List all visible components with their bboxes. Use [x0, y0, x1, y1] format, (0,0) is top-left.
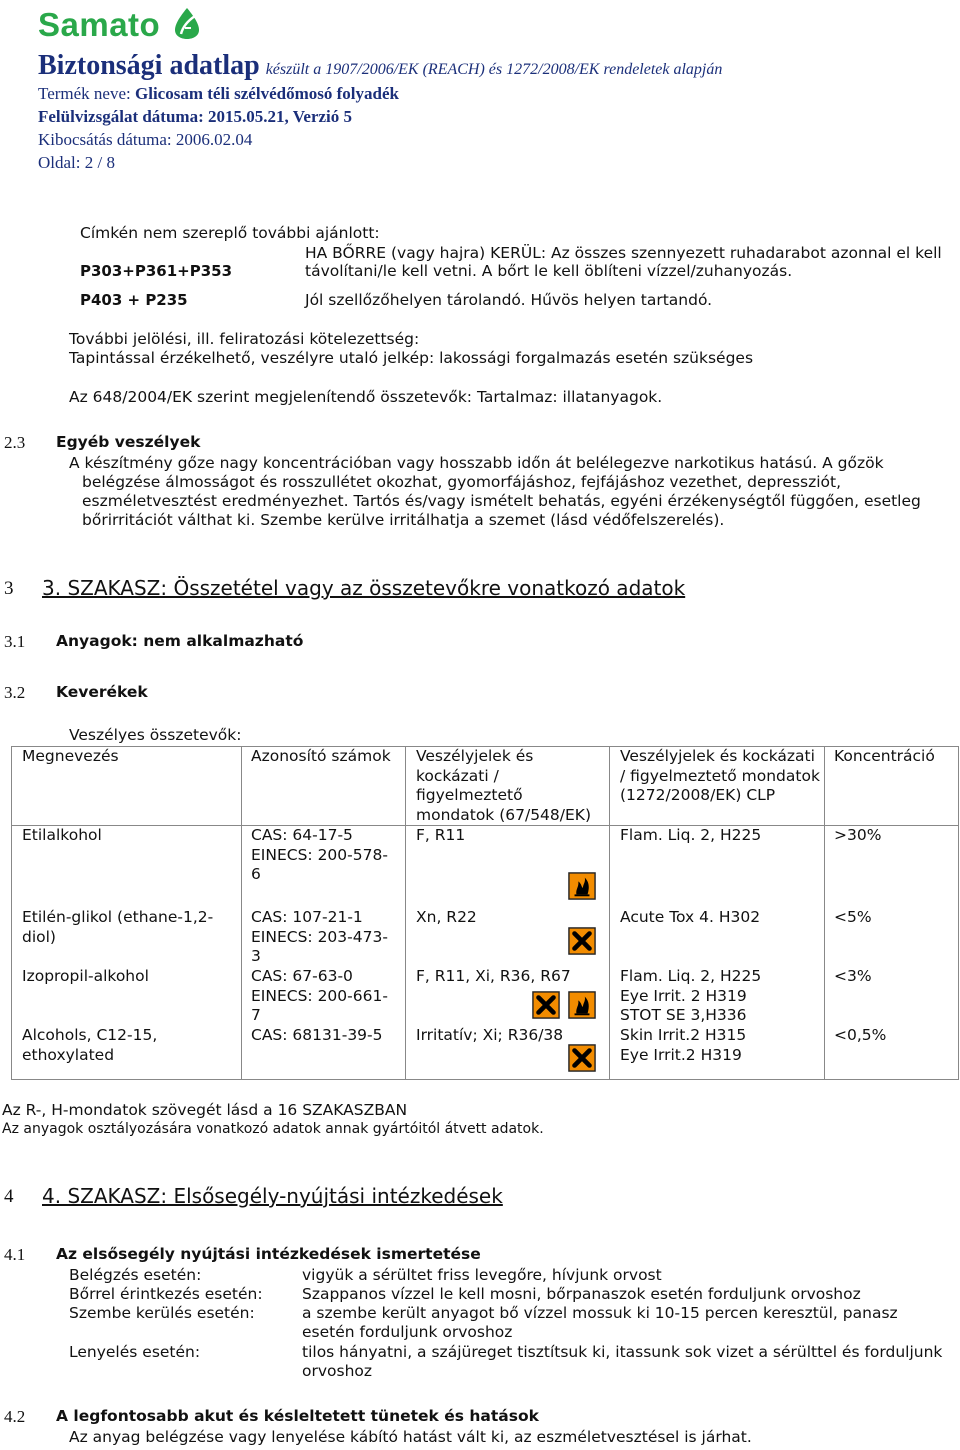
section-3-1-title: Anyagok: nem alkalmazható — [56, 632, 304, 650]
table-cell: Izopropil-alkohol — [22, 967, 149, 985]
first-aid-text: a szembe került anyagot bő vízzel mossuk ki 10-15 percen keresztül, panasz — [302, 1304, 898, 1322]
column-divider — [405, 747, 406, 1079]
first-aid-label: Belégzés esetén: — [69, 1266, 202, 1284]
section-4-number: 4 — [4, 1186, 14, 1207]
document-subtitle: készült a 1907/2006/EK (REACH) és 1272/2008/EK rendeletek alapján — [265, 61, 723, 78]
harmful-x-icon — [532, 991, 560, 1019]
p1-text-line2: távolítani/le kell vetni. A bőrt le kell öblíteni vízzel/zuhanyozás. — [305, 262, 793, 280]
logo-text: Samato — [38, 6, 161, 43]
hazardous-components-table — [11, 746, 959, 1080]
table-cell: Flam. Liq. 2, H225 Eye Irrit. 2 H319 STOT SE 3,H336 — [620, 967, 762, 1024]
table-cell: CAS: 68131-39-5 — [251, 1026, 383, 1044]
review-value: 2015.05.21, Verzió 5 — [208, 107, 353, 126]
note-classification-source: Az anyagok osztályozására vonatkozó adatok annak gyártóitól átvett adatok. — [2, 1121, 544, 1137]
table-header-cell: Veszélyjelek és kockázati / figyelmeztető mondatok (67/548/EK) — [416, 747, 592, 824]
first-aid-text: Szappanos vízzel le kell mosni, bőrpanaszok esetén forduljunk orvoshoz — [302, 1285, 861, 1303]
table-cell: Acute Tox 4. H302 — [620, 908, 761, 926]
p1-text-line1: HA BŐRRE (vagy hajra) KERÜL: Az összes szennyezett ruhadarabot azonnal el kell — [305, 244, 942, 262]
product-line — [38, 84, 399, 104]
section-3-number: 3 — [4, 578, 14, 599]
table-cell: Xn, R22 — [416, 908, 477, 926]
section-4-2-title: A legfontosabb akut és késleltetett tünetek és hatások — [56, 1407, 539, 1425]
detergent-ingredients-text: Az 648/2004/EK szerint megjelenítendő összetevők: Tartalmaz: illatanyagok. — [69, 388, 663, 406]
section-3-title: 3. SZAKASZ: Összetétel vagy az összetevőkre vonatkozó adatok — [42, 576, 686, 600]
page-label: Oldal: — [38, 153, 81, 172]
table-cell: Flam. Liq. 2, H225 — [620, 826, 762, 844]
first-aid-label: Bőrrel érintkezés esetén: — [69, 1285, 263, 1303]
table-header-cell: Azonosító számok — [251, 747, 391, 765]
s23-line: bőrirritációt válthat ki. Szembe kerülve irritálhatja a szemet (lásd védőfelszerelés). — [82, 511, 725, 529]
page-value: 2 / 8 — [84, 153, 115, 172]
section-4-2-number: 4.2 — [4, 1407, 26, 1426]
table-cell: CAS: 107-21-1 EINECS: 203-473-3 — [251, 908, 388, 965]
table-cell: Etilalkohol — [22, 826, 102, 844]
section-4-2-text: Az anyag belégzése vagy lenyelése kábító hatást vált ki, az eszméletvesztésel is járhat. — [69, 1428, 752, 1446]
harmful-x-icon — [568, 1044, 596, 1072]
further-labeling-title: További jelölési, ill. feliratozási kötelezettség: — [69, 330, 420, 348]
first-aid-text-cont: esetén forduljunk orvoshoz — [302, 1323, 513, 1341]
table-cell: F, R11 — [416, 826, 466, 844]
section-4-1-number: 4.1 — [4, 1245, 26, 1264]
section-4-title: 4. SZAKASZ: Elsősegély-nyújtási intézkedések — [42, 1184, 503, 1208]
table-cell: <5% — [834, 908, 872, 926]
first-aid-label: Szembe kerülés esetén: — [69, 1304, 255, 1322]
table-cell: <3% — [834, 967, 872, 985]
section-3-2-number: 3.2 — [4, 683, 26, 702]
leaf-drop-icon — [171, 6, 203, 44]
issue-value: 2006.02.04 — [175, 130, 253, 149]
table-cell: Irritatív; Xi; R36/38 — [416, 1026, 564, 1044]
review-label: Felülvizsgálat dátuma: — [38, 107, 204, 126]
table-cell: CAS: 67-63-0 EINECS: 200-661-7 — [251, 967, 388, 1024]
section-4-1-title: Az elsősegély nyújtási intézkedések ismertetése — [56, 1245, 481, 1263]
page-line — [38, 153, 115, 173]
note-r-h-sentences: Az R-, H-mondatok szövegét lásd a 16 SZAKASZBAN — [2, 1101, 408, 1119]
product-name: Glicosam téli szélvédőmosó folyadék — [135, 84, 399, 103]
harmful-x-icon — [568, 927, 596, 955]
section-2-3-title: Egyéb veszélyek — [56, 433, 201, 451]
table-cell: Etilén-glikol (ethane-1,2-diol) — [22, 908, 214, 946]
issue-line — [38, 130, 252, 150]
company-logo — [38, 6, 203, 46]
section-3-2-title: Keverékek — [56, 683, 148, 701]
flame-icon — [568, 872, 596, 900]
first-aid-text: vigyük a sérültet friss levegőre, hívjunk orvost — [302, 1266, 662, 1284]
s23-line: A készítmény gőze nagy koncentrációban vagy hosszabb időn át belélegezve narkotikus hatású. A gőzök — [69, 454, 884, 472]
table-cell: Skin Irrit.2 H315 Eye Irrit.2 H319 — [620, 1026, 747, 1064]
first-aid-text-cont: orvoshoz — [302, 1362, 373, 1380]
table-cell: <0,5% — [834, 1026, 887, 1044]
table-cell: F, R11, Xi, R36, R67 — [416, 967, 571, 985]
table-caption: Veszélyes összetevők: — [69, 726, 242, 744]
section-2-3-number: 2.3 — [4, 433, 26, 452]
p2-text: Jól szellőzőhelyen tárolandó. Hűvös helyen tartandó. — [305, 291, 713, 309]
review-line — [38, 107, 352, 127]
table-header-cell: Koncentráció — [834, 747, 935, 765]
table-cell: CAS: 64-17-5 EINECS: 200-578-6 — [251, 826, 388, 883]
table-header-cell: Veszélyjelek és kockázati / figyelmeztető mondatok (1272/2008/EK) CLP — [620, 747, 820, 804]
column-divider — [241, 747, 242, 1079]
table-header-cell: Megnevezés — [22, 747, 119, 765]
table-cell: Alcohols, C12-15, ethoxylated — [22, 1026, 158, 1064]
flame-icon — [568, 991, 596, 1019]
first-aid-text: tilos hányatni, a szájüreget tisztítsuk ki, itassunk sok vizet a sérülttel és forduljunk — [302, 1343, 943, 1361]
column-divider — [609, 747, 610, 1079]
document-title — [38, 50, 722, 82]
recommend-intro: Címkén nem szereplő további ajánlott: — [80, 224, 380, 242]
first-aid-label: Lenyelés esetén: — [69, 1343, 201, 1361]
title-text: Biztonsági adatlap — [38, 50, 260, 81]
p1-code: P303+P361+P353 — [80, 262, 233, 280]
s23-line: belégzése álmosságot és rosszullétet okozhat, gyomorfájáshoz, fejfájáshoz vezethet, depressziót, — [82, 473, 842, 491]
p2-code: P403 + P235 — [80, 291, 188, 309]
tactile-warning-text: Tapintással érzékelhető, veszélyre utaló jelkép: lakossági forgalmazás esetén szükséges — [69, 349, 754, 367]
s23-line: eszméletvesztést eredményezhet. Tartós és/vagy ismételt behatás, egyéni érzékenységtől függően, esetleg — [82, 492, 921, 510]
issue-label: Kibocsátás dátuma: — [38, 130, 172, 149]
product-label: Termék neve: — [38, 84, 131, 103]
table-cell: >30% — [834, 826, 882, 844]
column-divider — [824, 747, 825, 1079]
section-3-1-number: 3.1 — [4, 632, 26, 651]
